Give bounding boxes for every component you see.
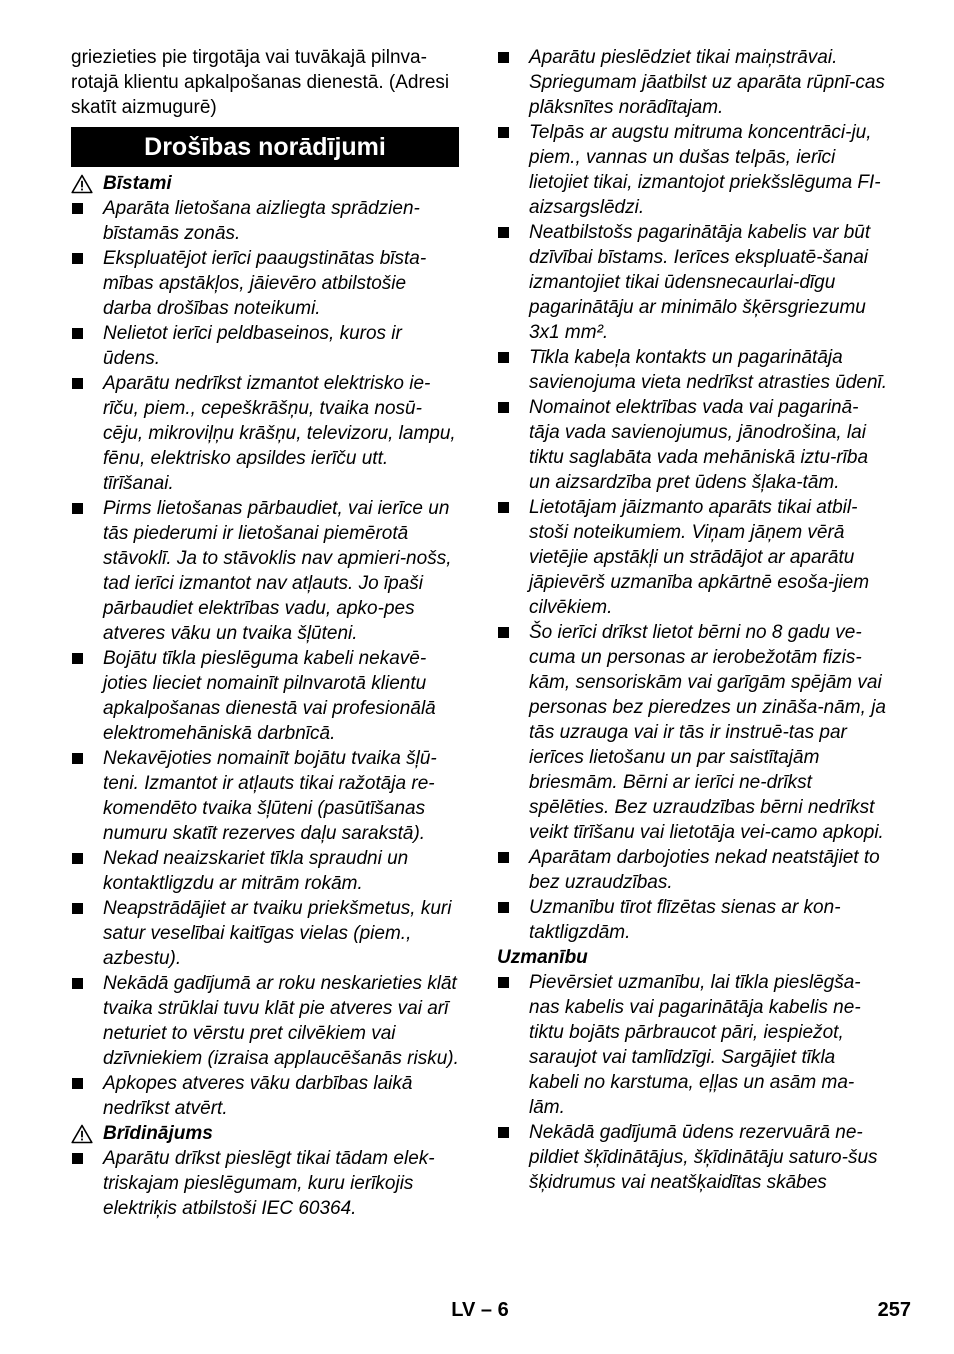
square-bullet-icon [72, 328, 83, 339]
square-bullet-icon [72, 753, 83, 764]
right-list [497, 45, 889, 945]
list-item [71, 1146, 459, 1221]
list-item-text: Nekad neaizskariet tīkla spraudni un kontaktligzdu ar mitrām rokām. [103, 848, 409, 894]
list-item-text: Lietotājam jāizmanto aparāts tikai atbil-stoši noteikumiem. Viņam jāņem vērā vietējie apstākļi un strādājot ar aparātu jāpievērš uzmanība apkārtnē esoša-jiem cilvēkiem. [529, 497, 870, 618]
list-item-text: Tīkla kabeļa kontakts un pagarinātāja savienojuma vieta nedrīkst atrasties ūdenī. [529, 347, 888, 393]
list-item-text: Aparātu drīkst pieslēgt tikai tādam elek-triskajam pieslēgumam, kuru ierīkojis elektriķis atbilstoši IEC 60364. [103, 1148, 435, 1219]
list-item [497, 970, 889, 1120]
list-item [71, 746, 459, 846]
list-item [497, 495, 889, 620]
list-item [497, 895, 889, 945]
list-item-text: Aparātam darbojoties nekad neatstājiet to bez uzraudzības. [529, 847, 880, 893]
list-item [497, 845, 889, 895]
list-item-text: Nekādā gadījumā ar roku neskarieties klāt tvaika strūklai tuvu klāt pie atveres vai arī neturiet to vērstu pret cilvēkiem vai dzīvniekiem (izraisa applaucēšanās risku). [103, 973, 459, 1069]
warning-triangle-icon [71, 1124, 93, 1144]
warning-label-text: Brīdinājums [103, 1123, 213, 1144]
square-bullet-icon [498, 52, 509, 63]
list-item-text: Šo ierīci drīkst lietot bērni no 8 gadu ve-cuma un personas ar ierobežotām fizis-kām, sensoriskām vai garīgām spējām vai personas bez pieredzes un zināša-nām, ja tās uzrauga vai ir tās ir instruē-tas par ierīces lietošanu un par saistītajām briesmām. Bērni ar ierīci ne-drīkst spēlēties. Bez uzraudzības bērni nedrīkst veikt tīrīšanu vai lietotāja vei-camo apkopi. [529, 622, 886, 843]
list-item-text: Bojātu tīkla pieslēguma kabeli nekavē-joties lieciet nomainīt pilnvarotā klientu apkalpošanas dienestā vai profesionālā elektromehāniskā darbnīcā. [103, 648, 436, 744]
caution-list [497, 970, 889, 1195]
caution-label: Uzmanību [497, 947, 588, 968]
square-bullet-icon [72, 903, 83, 914]
page-number: 257 [877, 1299, 911, 1321]
list-item-text: Aparātu pieslēdziet tikai maiņstrāvai. Spriegumam jāatbilst uz aparāta rūpnī-cas plāksnītes norādītajam. [529, 47, 885, 118]
square-bullet-icon [72, 1078, 83, 1089]
list-item [71, 971, 459, 1071]
list-item-text: Nekavējoties nomainīt bojātu tvaika šļū-teni. Izmantot ir atļauts tikai ražotāja re-komendēto tvaika šļūteni (pasūtīšanas numuru skatīt rezerves daļu sarakstā). [103, 748, 437, 844]
square-bullet-icon [498, 902, 509, 913]
list-item-text: Telpās ar augstu mitruma koncentrāci-ju, piem., vannas un dušas telpās, ierīci lietojiet tikai, izmantojot priekšslēguma FI-aizsargslēdzi. [529, 122, 881, 218]
square-bullet-icon [72, 503, 83, 514]
danger-label-text: Bīstami [103, 173, 172, 194]
list-item [71, 196, 459, 246]
footer-section: LV – 6 [451, 1299, 509, 1321]
list-item-text: Nomainot elektrības vada vai pagarinā-tāja vada savienojumus, jānodrošina, lai tiktu saglabāta vada mehāniskā iztu-rība un aizsardzība pret ūdens šļaka-tām. [529, 397, 869, 493]
list-item [71, 1071, 459, 1121]
square-bullet-icon [72, 853, 83, 864]
list-item [71, 496, 459, 646]
list-item-text: Nelietot ierīci peldbaseinos, kuros ir ūdens. [103, 323, 402, 369]
list-item-text: Apkopes atveres vāku darbības laikā nedrīkst atvērt. [103, 1073, 413, 1119]
square-bullet-icon [498, 1127, 509, 1138]
square-bullet-icon [72, 253, 83, 264]
square-bullet-icon [498, 977, 509, 988]
list-item-text: Neatbilstošs pagarinātāja kabelis var būt dzīvībai bīstams. Ierīces ekspluatē-šanai izmantojiet tikai ūdensnecaurlai-dīgu pagarinātāju ar minimālo šķērsgriezumu 3x1 mm². [529, 222, 871, 343]
list-item [71, 646, 459, 746]
danger-list [71, 196, 459, 1121]
list-item [497, 1120, 889, 1195]
square-bullet-icon [498, 352, 509, 363]
list-item-text: Nekādā gadījumā ūdens rezervuārā ne-pildiet šķīdinātājus, šķīdinātāju saturo-šus šķidrumus vai neatšķaidītas skābes [529, 1122, 878, 1193]
square-bullet-icon [498, 627, 509, 638]
square-bullet-icon [72, 653, 83, 664]
intro-text: griezieties pie tirgotāja vai tuvākajā pilnva-rotajā klientu apkalpošanas dienestā. (Adresi skatīt aizmugurē) [71, 47, 450, 118]
right-column [497, 45, 889, 1195]
square-bullet-icon [498, 502, 509, 513]
list-item-text: Ekspluatējot ierīci paaugstinātas bīsta-mības apstākļos, jāievēro atbilstošie darba drošības noteikumi. [103, 248, 427, 319]
list-item-text: Pievērsiet uzmanību, lai tīkla pieslēgša-nas kabelis vai pagarinātāja kabelis ne-tiktu bojāts pārbraucot pāri, iespiežot, saraujot vai tamlīdzīgi. Sargājiet tīkla kabeli no karstuma, eļļas un asām ma-lām. [529, 972, 861, 1118]
list-item [497, 345, 889, 395]
section-heading: Drošības norādījumi [71, 127, 459, 167]
list-item [497, 395, 889, 495]
list-item-text: Neapstrādājiet ar tvaiku priekšmetus, kuri satur veselībai kaitīgas vielas (piem., azbestu). [103, 898, 452, 969]
square-bullet-icon [498, 227, 509, 238]
list-item [497, 620, 889, 845]
list-item [71, 896, 459, 971]
list-item [71, 246, 459, 321]
warning-label [71, 1121, 459, 1146]
list-item-text: Uzmanību tīrot flīzētas sienas ar kon-taktligzdām. [529, 897, 841, 943]
square-bullet-icon [498, 127, 509, 138]
list-item-text: Aparātu nedrīkst izmantot elektrisko ie-rīču, piem., cepeškrāšņu, tvaika nosū-cēju, mikroviļņu krāšņu, televizoru, lampu, fēnu, elektrisko apsildes ierīču utt. tīrīšanai. [103, 373, 456, 494]
left-column [71, 45, 459, 1221]
square-bullet-icon [72, 203, 83, 214]
warning-triangle-icon [71, 174, 93, 194]
list-item [497, 45, 889, 120]
list-item [497, 220, 889, 345]
list-item-text: Aparāta lietošana aizliegta sprādzien-bīstamās zonās. [103, 198, 420, 244]
list-item [497, 120, 889, 220]
danger-label [71, 171, 459, 196]
list-item [71, 846, 459, 896]
warning-list [71, 1146, 459, 1221]
square-bullet-icon [72, 978, 83, 989]
square-bullet-icon [498, 402, 509, 413]
list-item-text: Pirms lietošanas pārbaudiet, vai ierīce un tās piederumi ir lietošanai piemērotā stāvoklī. Ja to stāvoklis nav apmieri-nošs, tad ierīci izmantot nav atļauts. Jo īpaši pārbaudiet elektrības vadu, apko-pes atveres vāku un tvaika šļūteni. [103, 498, 452, 644]
square-bullet-icon [498, 852, 509, 863]
list-item [71, 371, 459, 496]
list-item [71, 321, 459, 371]
square-bullet-icon [72, 378, 83, 389]
square-bullet-icon [72, 1153, 83, 1164]
